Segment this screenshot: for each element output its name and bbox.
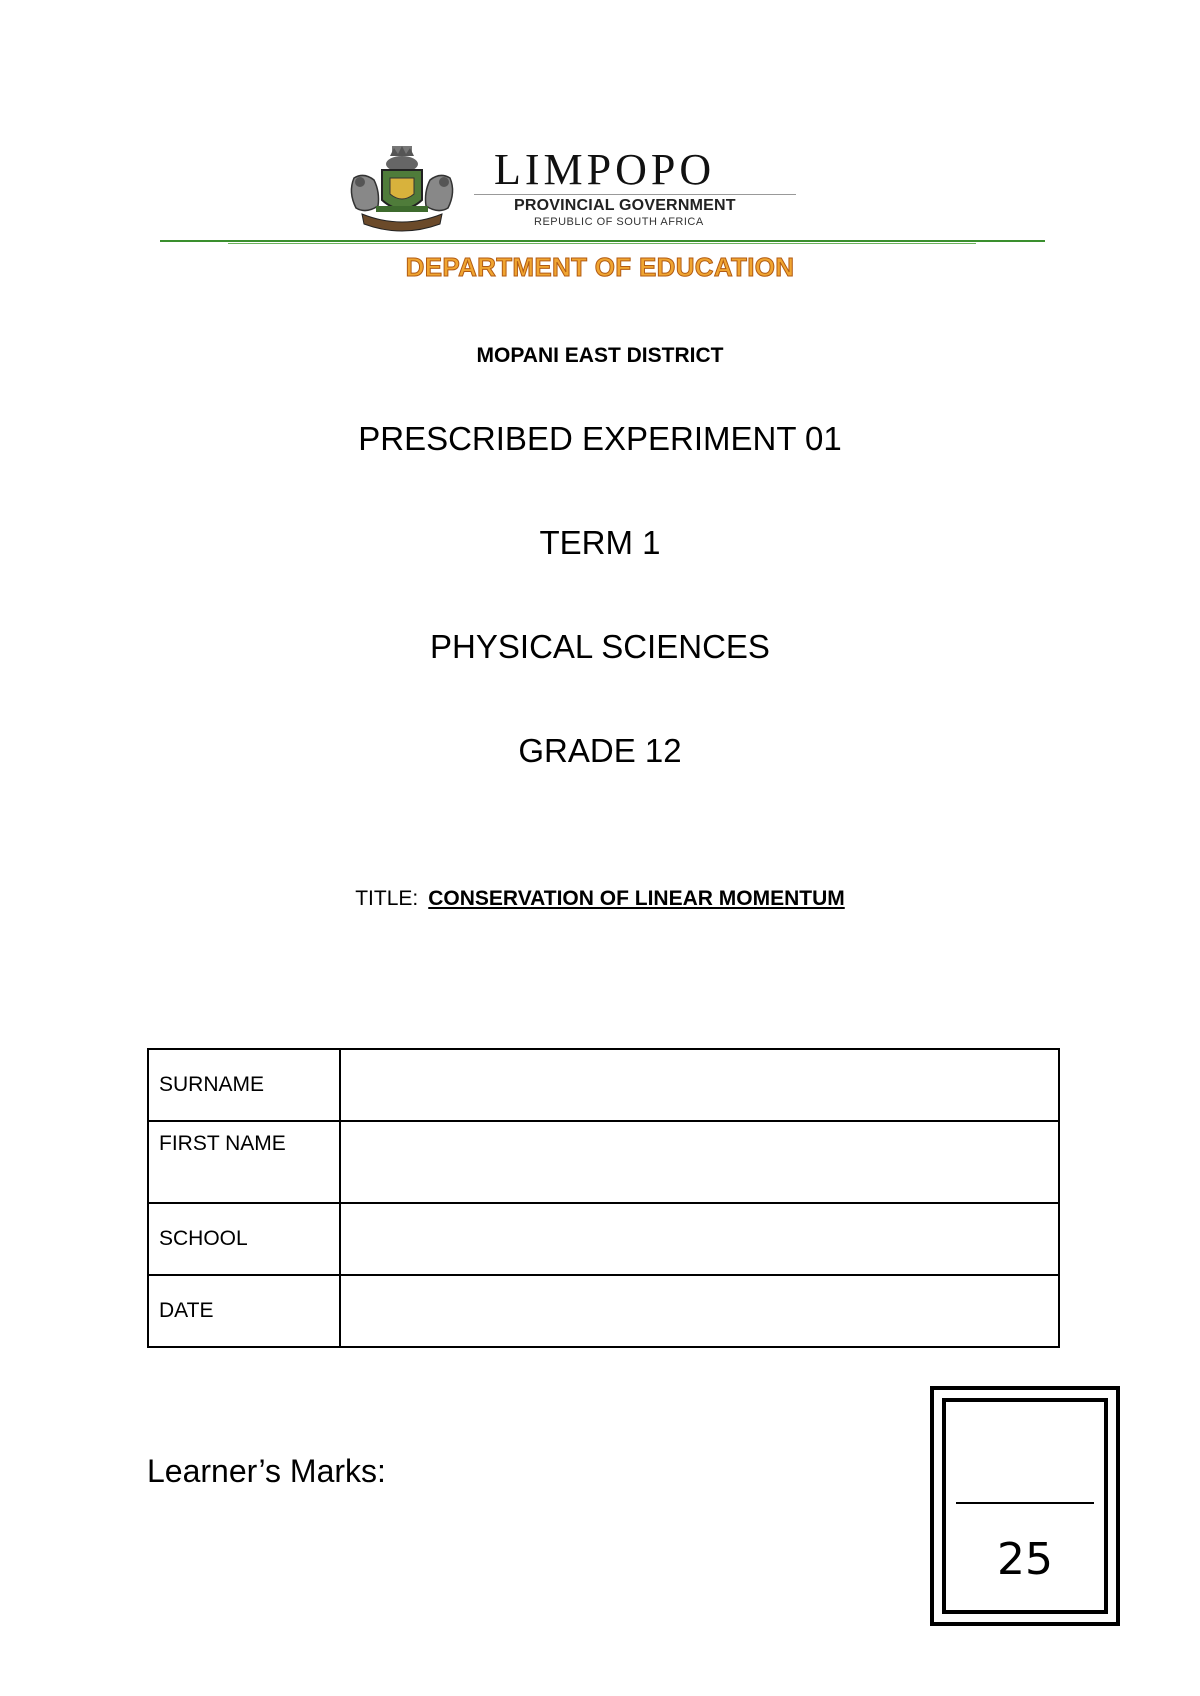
surname-field[interactable]: [340, 1049, 1059, 1121]
date-field[interactable]: [340, 1275, 1059, 1347]
table-row: [148, 1203, 1059, 1275]
subject-heading: PHYSICAL SCIENCES: [430, 628, 770, 665]
school-field[interactable]: [340, 1203, 1059, 1275]
brand-divider: [474, 194, 796, 195]
school-label: SCHOOL: [148, 1203, 340, 1275]
marks-box-inner: [942, 1398, 1108, 1614]
marks-total: 25: [997, 1534, 1053, 1585]
title-value: CONSERVATION OF LINEAR MOMENTUM: [428, 887, 845, 910]
date-label: DATE: [148, 1275, 340, 1347]
header-divider-secondary: [228, 243, 976, 244]
limpopo-logo: [340, 144, 796, 236]
brand-subtitle: PROVINCIAL GOVERNMENT: [514, 197, 736, 214]
surname-label: SURNAME: [148, 1049, 340, 1121]
brand-title: LIMPOPO: [494, 145, 716, 194]
table-row: [148, 1049, 1059, 1121]
marks-score-line[interactable]: [956, 1502, 1094, 1504]
term-heading: TERM 1: [539, 524, 661, 561]
coat-of-arms-icon: [340, 144, 464, 236]
brand-subtitle-country: REPUBLIC OF SOUTH AFRICA: [534, 216, 704, 228]
header-divider: [160, 240, 1045, 242]
marks-box: [930, 1386, 1120, 1626]
table-row: [148, 1275, 1059, 1347]
table-row: [148, 1121, 1059, 1203]
learner-marks-label: Learner’s Marks:: [147, 1453, 386, 1489]
department-heading: DEPARTMENT OF EDUCATION: [405, 252, 795, 282]
district-name: MOPANI EAST DISTRICT: [476, 344, 724, 367]
grade-heading: GRADE 12: [518, 732, 682, 769]
first-name-field[interactable]: [340, 1121, 1059, 1203]
first-name-label: FIRST NAME: [148, 1121, 340, 1203]
title-label: TITLE:: [355, 887, 419, 910]
experiment-title: [0, 887, 1200, 911]
experiment-heading: PRESCRIBED EXPERIMENT 01: [358, 420, 842, 457]
learner-info-table: [147, 1048, 1060, 1348]
